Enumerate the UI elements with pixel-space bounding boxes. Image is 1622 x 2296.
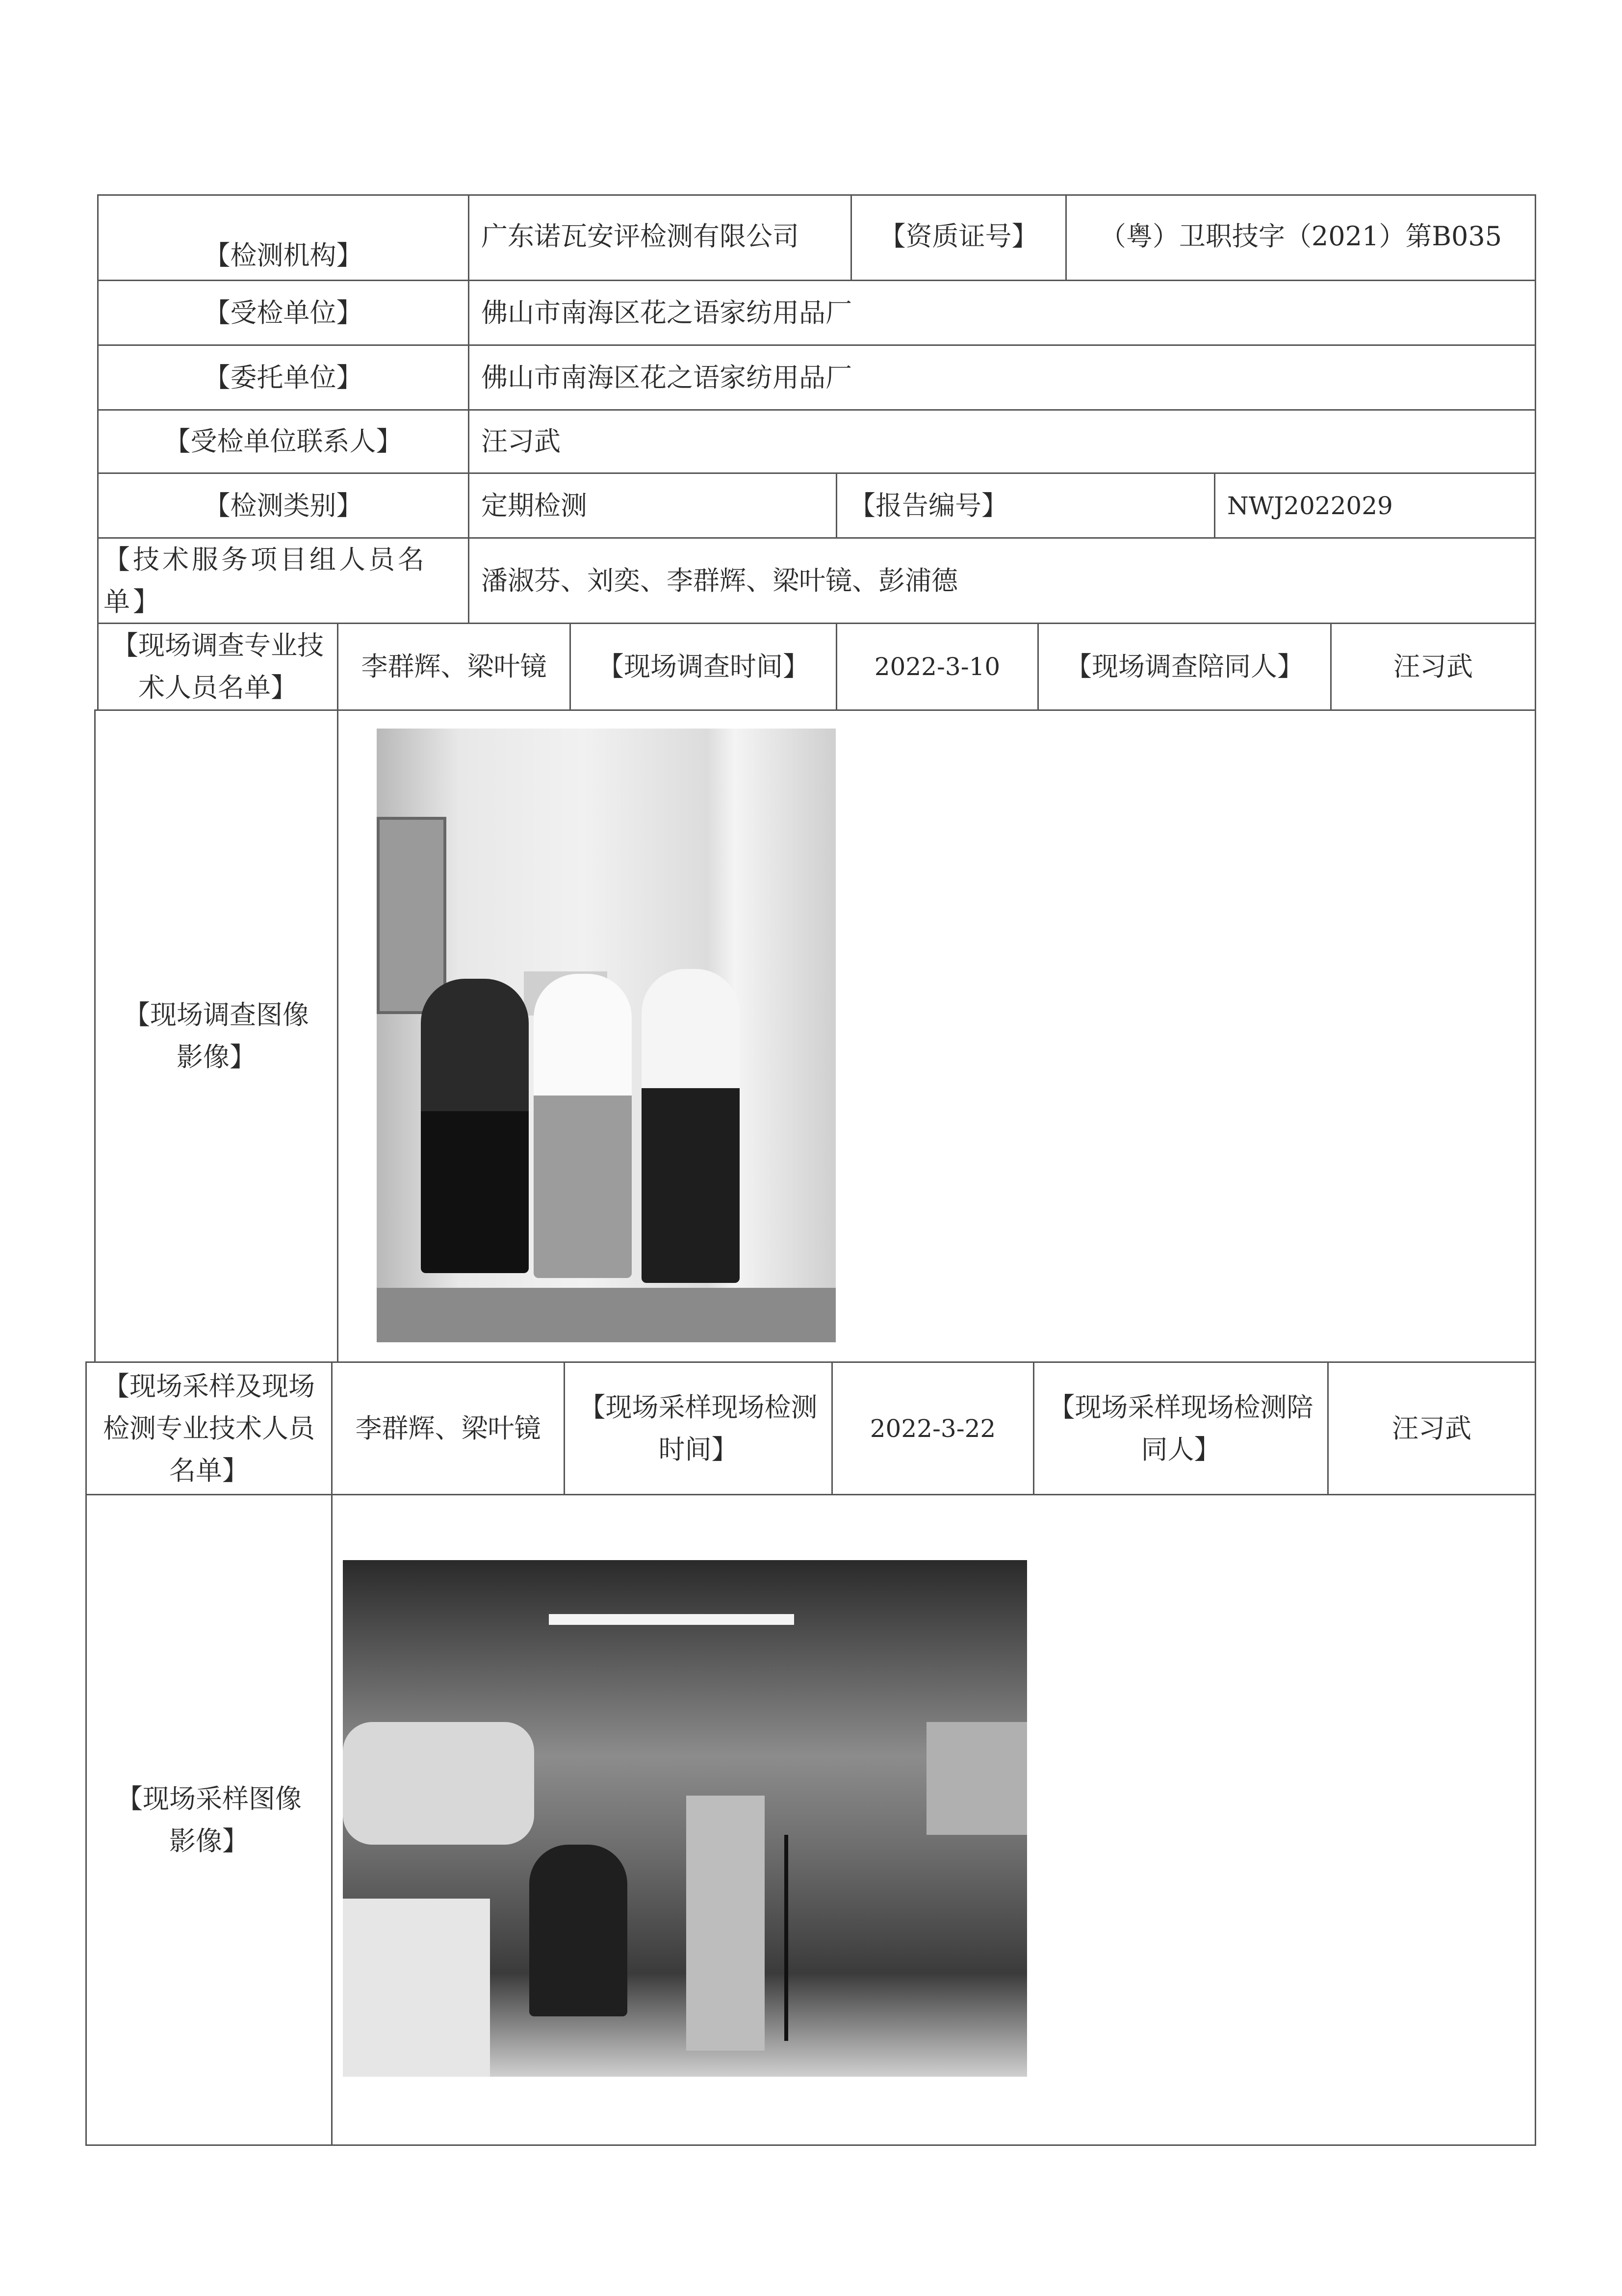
sampling-time-label: 【现场采样现场检测时间】	[564, 1361, 833, 1495]
floor	[377, 1288, 836, 1342]
qualification-value: （粤）卫职技字（2021）第B035	[1065, 194, 1536, 281]
window	[377, 817, 446, 1014]
sampling-escort-label: 【现场采样现场检测陪同人】	[1033, 1361, 1329, 1495]
inspected-unit-value: 佛山市南海区花之语家纺用品厂	[468, 280, 1536, 346]
survey-staff-value: 李群辉、梁叶镜	[337, 623, 571, 711]
inspected-unit-label: 【受检单位】	[97, 280, 469, 346]
contact-value: 汪习武	[468, 409, 1536, 474]
shelf	[927, 1722, 1027, 1835]
person-left	[421, 979, 529, 1273]
sampling-image-label: 【现场采样图像影像】	[85, 1494, 333, 2146]
fabric-pile	[343, 1722, 534, 1845]
category-value: 定期检测	[468, 472, 837, 539]
ceiling-light	[549, 1614, 794, 1625]
sampler-tripod	[784, 1835, 788, 2041]
worker	[529, 1845, 627, 2016]
survey-time-value: 2022-3-10	[836, 623, 1039, 711]
category-label: 【检测类别】	[97, 472, 469, 539]
sampling-staff-label: 【现场采样及现场检测专业技术人员名单】	[85, 1361, 333, 1495]
sampling-escort-value: 汪习武	[1327, 1361, 1536, 1495]
team-label: 【技术服务项目组人员名单】	[97, 537, 469, 624]
person-middle	[534, 974, 632, 1278]
survey-escort-label: 【现场调查陪同人】	[1037, 623, 1332, 711]
report-no-label: 【报告编号】	[836, 472, 1215, 539]
sampling-staff-value: 李群辉、梁叶镜	[331, 1361, 565, 1495]
contact-label: 【受检单位联系人】	[97, 409, 469, 474]
team-value: 潘淑芬、刘奕、李群辉、梁叶镜、彭浦德	[468, 537, 1536, 624]
survey-escort-value: 汪习武	[1330, 623, 1536, 711]
person-right	[642, 969, 740, 1283]
sampling-photo	[343, 1560, 1027, 2077]
survey-time-label: 【现场调查时间】	[569, 623, 837, 711]
sampling-time-value: 2022-3-22	[831, 1361, 1034, 1495]
client-unit-value: 佛山市南海区花之语家纺用品厂	[468, 344, 1536, 411]
survey-staff-label: 【现场调查专业技术人员名单】	[97, 623, 338, 711]
survey-photo	[377, 729, 836, 1342]
equipment-cart	[686, 1796, 765, 2051]
client-unit-label: 【委托单位】	[97, 344, 469, 411]
white-fabric	[343, 1899, 490, 2077]
institution-value: 广东诺瓦安评检测有限公司	[468, 194, 852, 281]
survey-image-label: 【现场调查图像影像】	[94, 709, 338, 1363]
report-no-value: NWJ2022029	[1214, 472, 1536, 539]
qualification-label: 【资质证号】	[850, 194, 1067, 281]
institution-label: 【检测机构】	[97, 194, 469, 281]
